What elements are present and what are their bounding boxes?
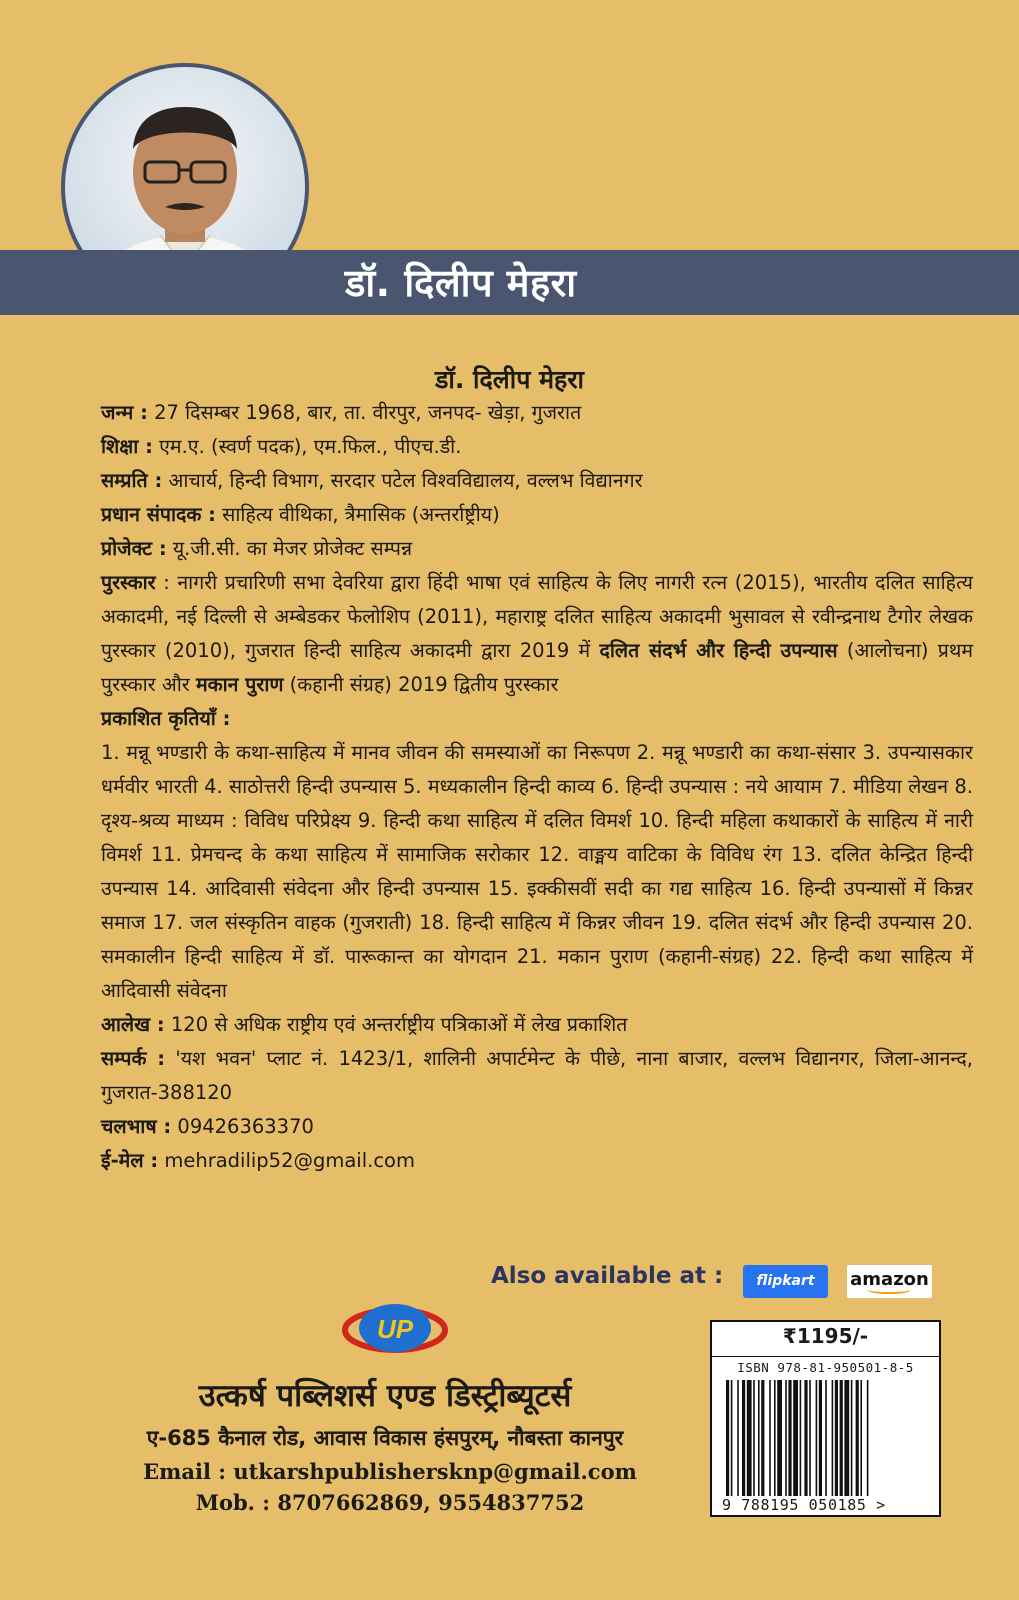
barcode-bars — [726, 1380, 926, 1496]
bio-articles — [101, 1008, 973, 1042]
barcode-bar — [844, 1380, 849, 1496]
bio-works-heading — [101, 702, 973, 736]
bio-email-value: mehradilip52@gmail.com — [158, 1149, 415, 1172]
barcode-bar — [809, 1380, 811, 1496]
barcode-bar — [785, 1380, 787, 1496]
barcode-bar — [731, 1380, 733, 1496]
bio-mobile-label: चलभाष : — [101, 1115, 172, 1138]
bio-birth-label: जन्म : — [101, 401, 148, 424]
bio-birth — [101, 396, 973, 430]
publisher-logo-icon — [340, 1298, 450, 1358]
barcode-bar — [819, 1380, 822, 1496]
barcode-bar — [856, 1380, 859, 1496]
bio-project-label: प्रोजेक्ट : — [101, 537, 167, 560]
bio-awards-text-1: : नागरी प्रचारिणी सभा देवरिया द्वारा हिंदी भाषा एवं साहित्य के लिए नागरी रत्न (2015), भारतीय दलित साहित्य अकादमी, नई दिल्ली से अम्बेडकर फेलोशिप (2011), महाराष्ट्र दलित साहित्य अकादमी भुसावल से रवीन्द्रनाथ टैगोर लेखक पुरस्कार (2010), गुजरात हिन्दी साहित्य अकादमी द्वारा 2019 में — [101, 571, 973, 662]
bio-education-value: एम.ए. (स्वर्ण पदक), एम.फिल., पीएच.डी. — [152, 435, 462, 458]
barcode-bar — [777, 1380, 782, 1496]
bio-contact — [101, 1042, 973, 1110]
bio-awards-book-1: दलित संदर्भ और हिन्दी उपन्यास — [599, 639, 838, 662]
bio-articles-label: आलेख : — [101, 1013, 165, 1036]
bio-articles-value: 120 से अधिक राष्ट्रीय एवं अन्तर्राष्ट्रीय पत्रिकाओं में लेख प्रकाशित — [164, 1013, 628, 1036]
barcode-bar — [804, 1380, 807, 1496]
bio-awards-label: पुरस्कार — [101, 571, 156, 594]
barcode-bar — [788, 1380, 791, 1496]
barcode-bar — [851, 1380, 853, 1496]
barcode-bar — [742, 1380, 745, 1496]
barcode-bar — [774, 1380, 776, 1496]
bio-awards-text-2: (आलोचना) प्रथम पुरस्कार और — [101, 639, 973, 696]
ean-digits: 9 788195 050185 > — [722, 1496, 886, 1514]
publisher-mobile: Mob. : 8707662869, 9554837752 — [195, 1490, 585, 1515]
barcode-bar — [753, 1380, 755, 1496]
barcode-bar — [860, 1380, 862, 1496]
price-divider — [712, 1356, 939, 1357]
bio-editor — [101, 498, 973, 532]
barcode-bar — [758, 1380, 760, 1496]
barcode-bar — [737, 1380, 739, 1496]
bio-current-label: सम्प्रति : — [101, 469, 163, 492]
bio-contact-value: 'यश भवन' प्लाट नं. 1423/1, शालिनी अपार्टमेन्ट के पीछे, नाना बाजार, वल्लभ विद्यानगर, जिला-आनन्द, गुजरात-388120 — [101, 1047, 973, 1104]
bio-mobile-value: 09426363370 — [171, 1115, 314, 1138]
bio-contact-label: सम्पर्क : — [101, 1047, 166, 1070]
flipkart-logo[interactable]: flipkart — [743, 1265, 828, 1298]
barcode-bar — [867, 1380, 869, 1496]
barcode-bar — [840, 1380, 843, 1496]
barcode-bar — [835, 1380, 838, 1496]
barcode-bar — [793, 1380, 798, 1496]
bio-education-label: शिक्षा : — [101, 435, 153, 458]
bio-project — [101, 532, 973, 566]
bio-awards-book-2: मकान पुराण — [195, 673, 284, 696]
band-author-name: डॉ. दिलीप मेहरा — [345, 261, 577, 305]
bio-email-label: ई-मेल : — [101, 1149, 159, 1172]
bio-mobile — [101, 1110, 973, 1144]
amazon-logo-text: amazon — [850, 1269, 929, 1290]
publisher-logo-text: UP — [376, 1314, 414, 1344]
isbn-label: ISBN 978-81-950501-8-5 — [737, 1360, 914, 1375]
bio-education — [101, 430, 973, 464]
barcode-bar — [825, 1380, 827, 1496]
bio-awards — [101, 566, 973, 702]
barcode-bar — [800, 1380, 802, 1496]
bio-editor-label: प्रधान संपादक : — [101, 503, 216, 526]
bio-editor-value: साहित्य वीथिका, त्रैमासिक (अन्तर्राष्ट्रीय) — [215, 503, 500, 526]
barcode-box — [710, 1320, 941, 1517]
bio-works-list: 1. मन्नू भण्डारी के कथा-साहित्य में मानव जीवन की समस्याओं का निरूपण 2. मन्नू भण्डारी का कथा-संसार 3. उपन्यासकार धर्मवीर भारती 4. साठोत्तरी हिन्दी उपन्यास 5. मध्यकालीन हिन्दी काव्य 6. हिन्दी उपन्यास : नये आयाम 7. मीडिया लेखन 8. दृश्य-श्रव्य माध्यम : विविध परिप्रेक्ष्य 9. हिन्दी कथा साहित्य में दलित विमर्श 10. हिन्दी महिला कथाकारों के साहित्य में नारी विमर्श 11. प्रेमचन्द के कथा साहित्य में सामाजिक सरोकार 12. वाङ्मय वाटिका के विविध रंग 13. दलित केन्द्रित हिन्दी उपन्यास 14. आदिवासी संवेदना और हिन्दी उपन्यास 15. इक्कीसवीं सदी का गद्य साहित्य 16. हिन्दी उपन्यासों में किन्नर समाज 17. जल संस्कृतिन वाहक (गुजराती) 18. हिन्दी साहित्य में किन्नर जीवन 19. दलित संदर्भ और हिन्दी उपन्यास 20. समकालीन हिन्दी साहित्य में डॉ. पारूकान्त का योगदान 21. मकान पुराण (कहानी-संग्रह) 22. हिन्दी कथा साहित्य में आदिवासी संवेदना — [101, 741, 973, 1002]
publisher-address: ए-685 कैनाल रोड, आवास विकास हंसपुरम्, नौबस्ता कानपुर — [146, 1426, 624, 1450]
bio-current-value: आचार्य, हिन्दी विभाग, सरदार पटेल विश्वविद्यालय, वल्लभ विद्यानगर — [162, 469, 643, 492]
bio-heading: डॉ. दिलीप मेहरा — [434, 365, 585, 394]
bio-project-value: यू.जी.सी. का मेजर प्रोजेक्ट सम्पन्न — [166, 537, 413, 560]
bio-current — [101, 464, 973, 498]
publisher-name: उत्कर्ष पब्लिशर्स एण्ड डिस्ट्रीब्यूटर्स — [198, 1378, 572, 1414]
bio-email — [101, 1144, 973, 1178]
bio-works-label: प्रकाशित कृतियाँ : — [101, 707, 231, 730]
barcode-bar — [769, 1380, 771, 1496]
price-label: ₹1195/- — [782, 1324, 869, 1348]
author-bio — [101, 396, 973, 1178]
publisher-logo — [340, 1298, 450, 1362]
amazon-smile-icon — [867, 1286, 911, 1294]
barcode-bar — [726, 1380, 729, 1496]
barcode-bar — [816, 1380, 818, 1496]
barcode-bar — [832, 1380, 834, 1496]
amazon-logo[interactable] — [847, 1265, 932, 1298]
bio-awards-text-3: (कहानी संग्रह) 2019 द्वितीय पुरस्कार — [283, 673, 559, 696]
also-available-label: Also available at : — [491, 1263, 724, 1289]
bio-birth-value: 27 दिसम्बर 1968, बार, ता. वीरपुर, जनपद- खेड़ा, गुजरात — [147, 401, 582, 424]
barcode-bar — [761, 1380, 764, 1496]
barcode-bar — [747, 1380, 752, 1496]
publisher-email: Email : utkarshpublishersknp@gmail.com — [143, 1459, 637, 1484]
